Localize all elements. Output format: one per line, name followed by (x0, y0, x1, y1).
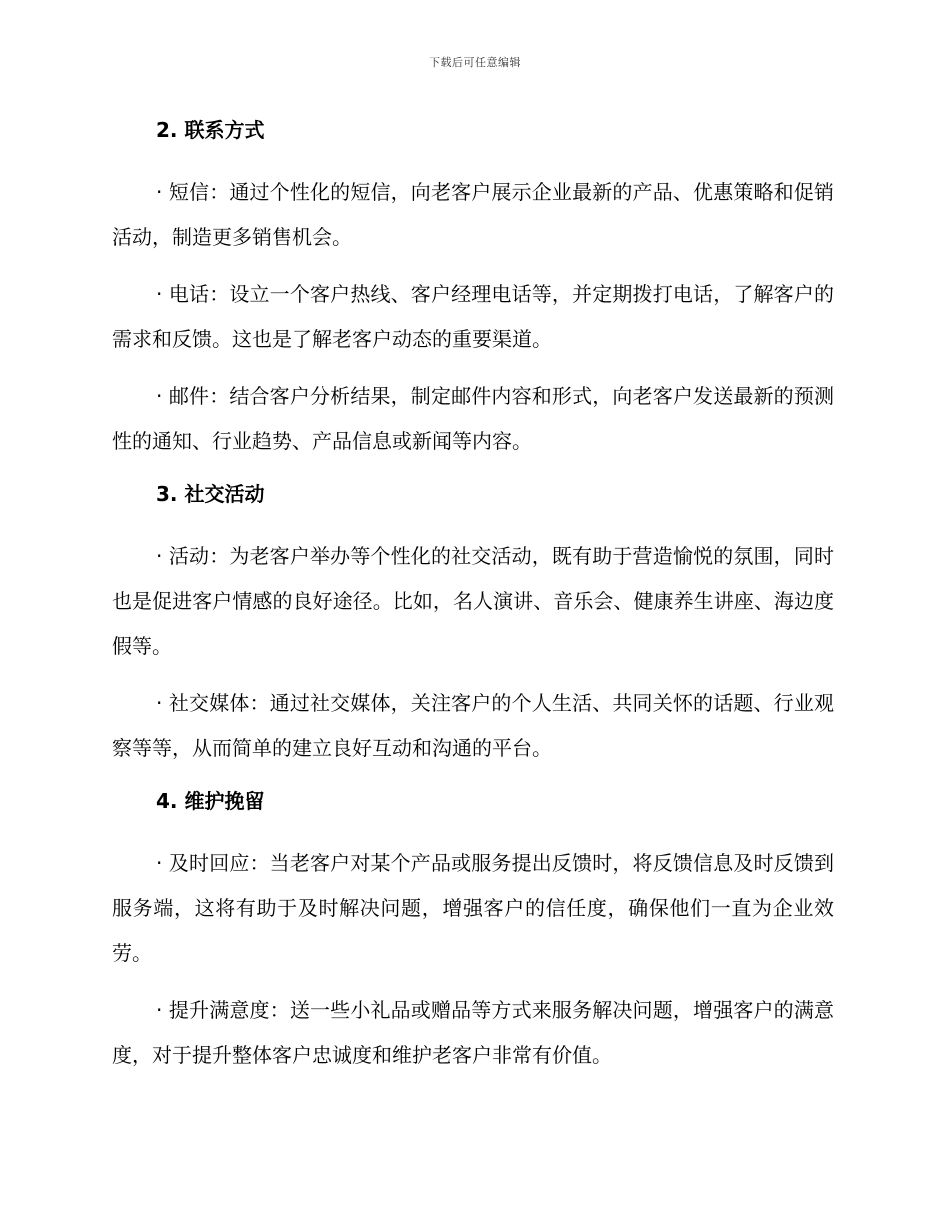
paragraph-phone: · 电话：设立一个客户热线、客户经理电话等，并定期拨打电话，了解客户的需求和反馈。这也是了解老客户动态的重要渠道。 (112, 282, 834, 351)
section-contact-methods (112, 112, 834, 464)
section-heading: 2. 联系方式 (156, 118, 265, 142)
paragraph-satisfaction: · 提升满意度：送一些小礼品或赠品等方式来服务解决问题，增强客户的满意度，对于提升整体客户忠诚度和维护老客户非常有价值。 (112, 998, 834, 1067)
section-social-activities (112, 476, 834, 771)
page-header: 下载后可任意编辑 (429, 56, 521, 69)
paragraph-events: · 活动：为老客户举办等个性化的社交活动，既有助于营造愉悦的氛围，同时也是促进客户情感的良好途径。比如，名人演讲、音乐会、健康养生讲座、海边度假等。 (112, 544, 834, 658)
document-body (112, 112, 834, 1078)
section-heading: 4. 维护挽留 (156, 789, 265, 813)
paragraph-email: · 邮件：结合客户分析结果，制定邮件内容和形式，向老客户发送最新的预测性的通知、行业趋势、产品信息或新闻等内容。 (112, 384, 834, 453)
section-retention (112, 783, 834, 1078)
paragraph-social-media: · 社交媒体：通过社交媒体，关注客户的个人生活、共同关怀的话题、行业观察等等，从而简单的建立良好互动和沟通的平台。 (112, 691, 834, 760)
paragraph-sms: · 短信：通过个性化的短信，向老客户展示企业最新的产品、优惠策略和促销活动，制造更多销售机会。 (112, 180, 834, 249)
section-heading: 3. 社交活动 (156, 482, 265, 506)
paragraph-timely-response: · 及时回应：当老客户对某个产品或服务提出反馈时，将反馈信息及时反馈到服务端，这将有助于及时解决问题，增强客户的信任度，确保他们一直为企业效劳。 (112, 851, 834, 965)
